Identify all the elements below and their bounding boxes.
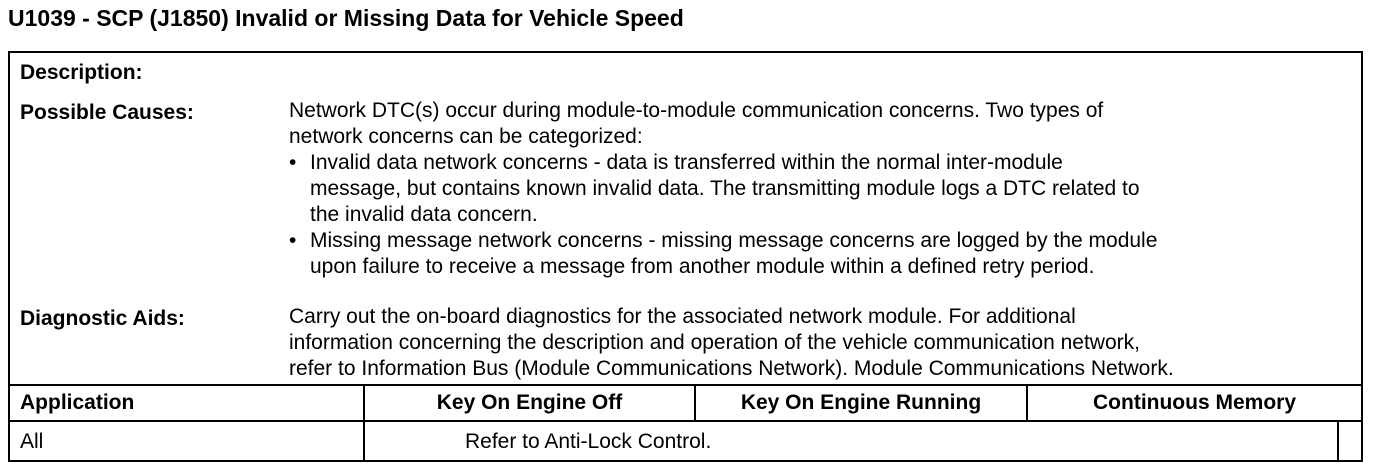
page-title: U1039 - SCP (J1850) Invalid or Missing Data for Vehicle Speed: [8, 5, 684, 31]
column-divider: [1337, 420, 1339, 460]
intro-line: network concerns can be categorized:: [289, 125, 643, 148]
possible-causes-text: [289, 98, 1157, 280]
bullet-line: Missing message network concerns - missing message concerns are logged by the module: [310, 229, 1158, 252]
cell-application: All: [20, 430, 44, 453]
bullet-item: [289, 150, 1157, 228]
header-continuous-memory: Continuous Memory: [1093, 391, 1296, 414]
bullet-item: [289, 228, 1157, 280]
dtc-info-box: [8, 51, 1363, 462]
bullet-marker: •: [289, 151, 297, 174]
diagnostic-line: Carry out the on-board diagnostics for the associated network module. For additional: [289, 305, 1076, 328]
diagnostic-line: information concerning the description and operation of the vehicle communication network,: [289, 331, 1140, 354]
bullet-marker: •: [289, 229, 297, 252]
header-application: Application: [20, 391, 135, 414]
bullet-line: Invalid data network concerns - data is transferred within the normal inter-module: [310, 151, 1063, 174]
intro-line: Network DTC(s) occur during module-to-module communication concerns. Two types of: [289, 99, 1104, 122]
header-key-on-engine-off: Key On Engine Off: [436, 391, 623, 414]
header-key-on-engine-running: Key On Engine Running: [740, 391, 982, 414]
description-label: Description:: [20, 61, 143, 84]
diagnostic-aids-label: Diagnostic Aids:: [20, 307, 185, 330]
bullet-line: message, but contains known invalid data. The transmitting module logs a DTC related to: [310, 177, 1140, 200]
cell-note: Refer to Anti-Lock Control.: [465, 430, 712, 453]
diagnostic-line: refer to Information Bus (Module Communications Network). Module Communications Network.: [289, 357, 1174, 380]
diagnostic-aids-text: [289, 304, 1174, 382]
bullet-line: upon failure to receive a message from another module within a defined retry period.: [310, 255, 1095, 278]
possible-causes-label: Possible Causes:: [20, 101, 194, 124]
bullet-line: the invalid data concern.: [310, 203, 538, 226]
